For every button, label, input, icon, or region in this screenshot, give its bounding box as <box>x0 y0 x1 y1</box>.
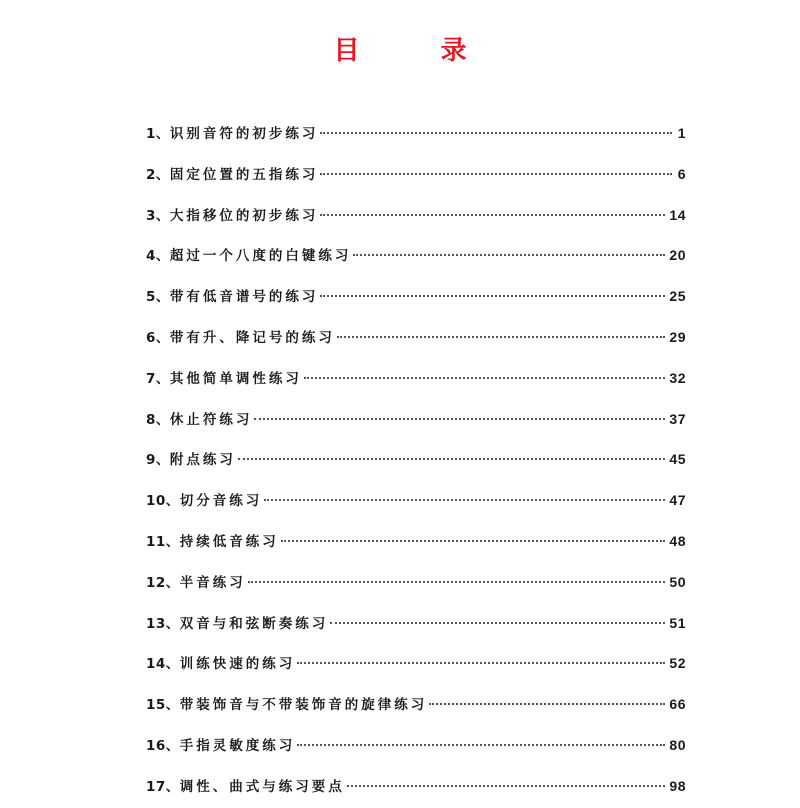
entry-title: 超过一个八度的白键练习 <box>169 248 352 265</box>
toc-entry-8[interactable] <box>146 399 686 440</box>
table-of-contents <box>146 113 686 807</box>
entry-page-number: 98 <box>669 777 686 794</box>
entry-page-number: 6 <box>677 165 686 182</box>
toc-entry-17[interactable] <box>146 766 686 807</box>
entry-page-number: 14 <box>669 206 686 223</box>
dot-leader <box>337 336 666 338</box>
entry-page-number: 80 <box>669 736 686 753</box>
entry-page-number: 47 <box>669 492 686 509</box>
toc-entry-1[interactable] <box>146 113 686 154</box>
toc-entry-6[interactable] <box>146 317 686 358</box>
entry-title: 持续低音练习 <box>179 533 279 550</box>
dot-leader <box>330 622 665 624</box>
entry-title: 带装饰音与不带装饰音的旋律练习 <box>179 697 428 714</box>
toc-entry-4[interactable] <box>146 235 686 276</box>
dot-leader <box>248 581 666 583</box>
toc-entry-3[interactable] <box>146 195 686 236</box>
toc-entry-16[interactable] <box>146 725 686 766</box>
entry-page-number: 66 <box>669 696 686 713</box>
dot-leader <box>304 377 666 379</box>
entry-number: 8、 <box>146 411 170 428</box>
entry-number: 14、 <box>146 656 180 673</box>
entry-page-number: 45 <box>669 451 686 468</box>
entry-title: 训练快速的练习 <box>179 656 296 673</box>
entry-title: 双音与和弦断奏练习 <box>179 615 329 632</box>
entry-number: 6、 <box>146 329 170 346</box>
toc-entry-13[interactable] <box>146 603 686 644</box>
entry-title: 半音练习 <box>179 574 246 591</box>
dot-leader <box>347 785 666 787</box>
dot-leader <box>320 295 665 297</box>
entry-number: 7、 <box>146 370 170 387</box>
entry-number: 9、 <box>146 452 170 469</box>
entry-number: 17、 <box>146 778 180 795</box>
entry-number: 1、 <box>146 126 170 142</box>
entry-page-number: 20 <box>669 247 686 264</box>
entry-title: 固定位置的五指练习 <box>169 166 319 183</box>
entry-title: 休止符练习 <box>169 411 253 428</box>
entry-page-number: 32 <box>669 369 686 386</box>
dot-leader <box>281 540 666 542</box>
entry-number: 11、 <box>146 533 180 550</box>
entry-title: 调性、曲式与练习要点 <box>179 778 345 795</box>
dot-leader <box>238 458 666 460</box>
entry-title: 带有低音谱号的练习 <box>169 289 319 306</box>
entry-number: 13、 <box>146 615 180 632</box>
page-title: 目 录 <box>333 36 503 66</box>
dot-leader <box>297 662 665 664</box>
toc-entry-12[interactable] <box>146 562 686 603</box>
entry-number: 15、 <box>146 697 180 714</box>
entry-number: 16、 <box>146 737 180 754</box>
dot-leader <box>320 214 665 216</box>
dot-leader <box>254 418 665 420</box>
dot-leader <box>297 744 665 746</box>
dot-leader <box>320 132 672 134</box>
toc-entry-9[interactable] <box>146 439 686 480</box>
toc-entry-14[interactable] <box>146 643 686 684</box>
entry-page-number: 37 <box>669 410 686 427</box>
toc-entry-7[interactable] <box>146 358 686 399</box>
entry-title: 附点练习 <box>169 452 236 469</box>
toc-entry-10[interactable] <box>146 480 686 521</box>
toc-entry-5[interactable] <box>146 276 686 317</box>
entry-number: 5、 <box>146 289 170 306</box>
entry-number: 10、 <box>146 493 180 510</box>
entry-number: 2、 <box>146 166 170 183</box>
toc-entry-2[interactable] <box>146 154 686 195</box>
entry-number: 12、 <box>146 574 180 591</box>
entry-page-number: 52 <box>669 655 686 672</box>
entry-page-number: 48 <box>669 532 686 549</box>
dot-leader <box>353 254 665 256</box>
entry-page-number: 29 <box>669 328 686 345</box>
entry-number: 3、 <box>146 207 170 224</box>
entry-title: 切分音练习 <box>179 493 263 510</box>
entry-page-number: 50 <box>669 573 686 590</box>
dot-leader <box>320 173 672 175</box>
entry-page-number: 51 <box>669 614 686 631</box>
entry-title: 大指移位的初步练习 <box>169 207 319 224</box>
entry-title: 其他简单调性练习 <box>169 370 302 387</box>
toc-entry-11[interactable] <box>146 521 686 562</box>
entry-page-number: 1 <box>677 125 686 141</box>
entry-title: 手指灵敏度练习 <box>179 737 296 754</box>
toc-entry-15[interactable] <box>146 684 686 725</box>
entry-number: 4、 <box>146 248 170 265</box>
dot-leader <box>264 499 665 501</box>
entry-title: 带有升、降记号的练习 <box>169 329 335 346</box>
entry-title: 识别音符的初步练习 <box>169 126 319 142</box>
dot-leader <box>429 703 665 705</box>
entry-page-number: 25 <box>669 288 686 305</box>
